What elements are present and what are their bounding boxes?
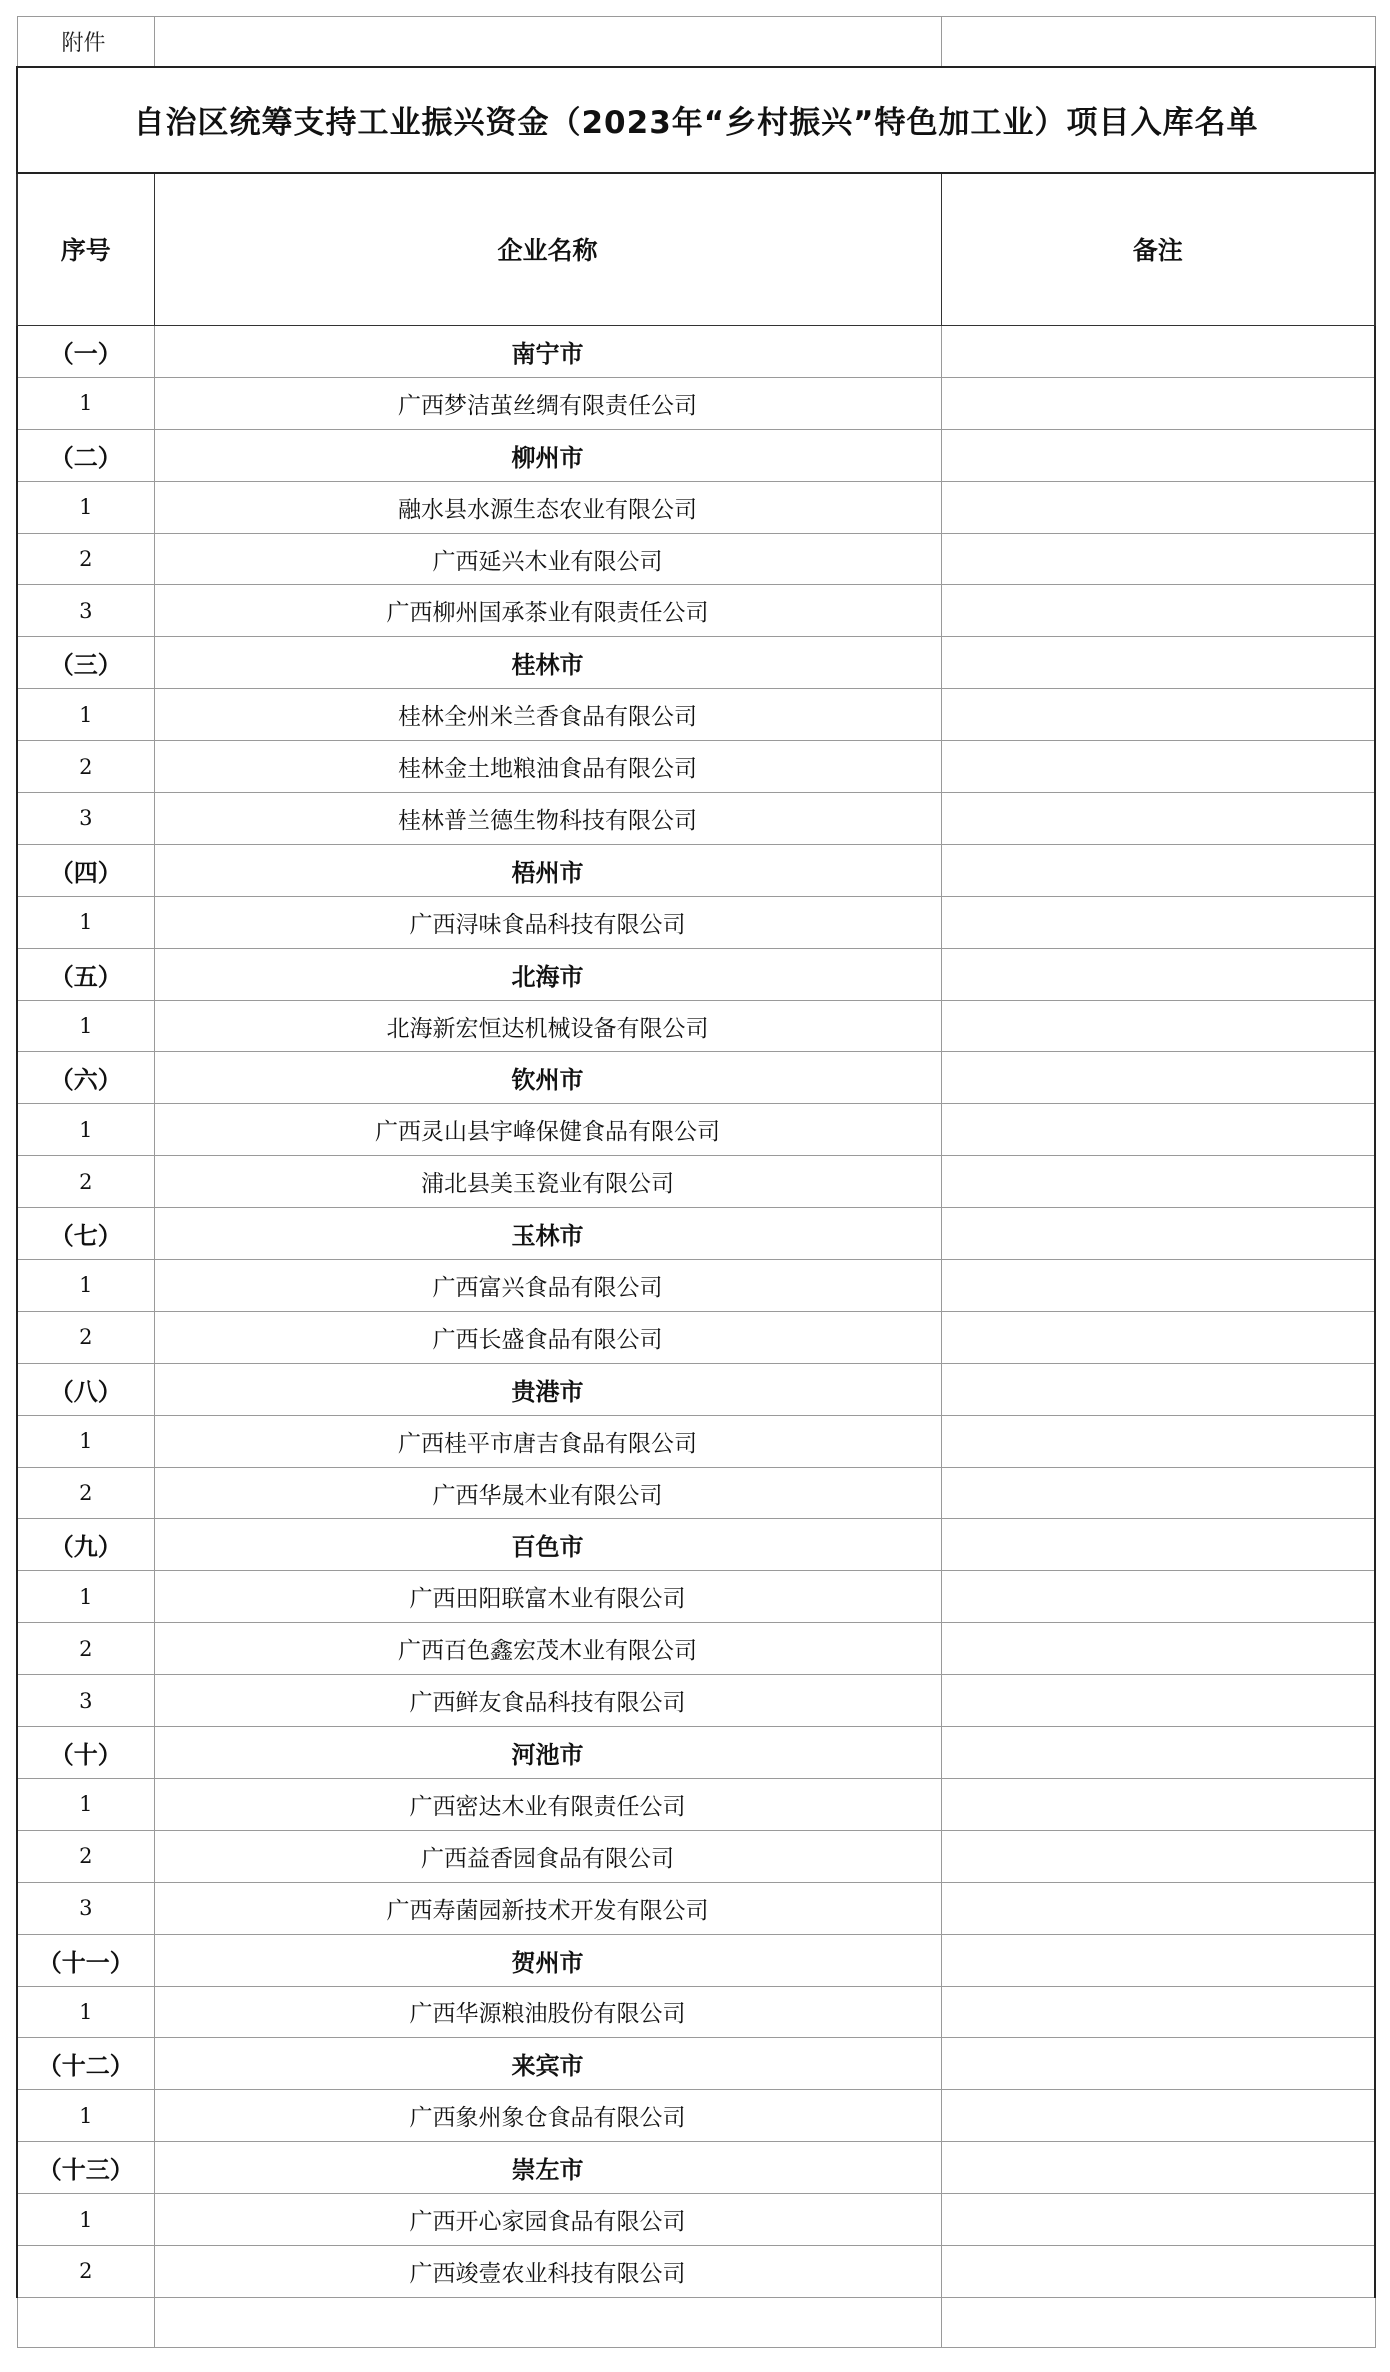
company-remark (941, 1104, 1375, 1156)
company-seq: 2 (17, 1830, 154, 1882)
group-city: 钦州市 (154, 1052, 941, 1104)
group-city: 河池市 (154, 1727, 941, 1779)
company-remark (941, 1882, 1375, 1934)
group-city: 玉林市 (154, 1208, 941, 1260)
company-row (17, 1882, 1375, 1934)
company-row (17, 1778, 1375, 1830)
company-name: 广西密达木业有限责任公司 (154, 1778, 941, 1830)
group-city: 来宾市 (154, 2038, 941, 2090)
empty-cell (154, 2297, 941, 2347)
company-remark (941, 1571, 1375, 1623)
group-seq: （六） (17, 1052, 154, 1104)
city-group-row (17, 948, 1375, 1000)
company-row (17, 1467, 1375, 1519)
company-name: 广西华晟木业有限公司 (154, 1467, 941, 1519)
group-seq: （二） (17, 429, 154, 481)
company-name: 广西浔味食品科技有限公司 (154, 896, 941, 948)
company-row (17, 533, 1375, 585)
attachment-row (17, 17, 1375, 67)
city-group-row (17, 1208, 1375, 1260)
city-group-row (17, 1052, 1375, 1104)
company-name: 桂林金土地粮油食品有限公司 (154, 741, 941, 793)
company-name: 广西竣壹农业科技有限公司 (154, 2245, 941, 2297)
group-seq: （五） (17, 948, 154, 1000)
company-name: 广西桂平市唐吉食品有限公司 (154, 1415, 941, 1467)
city-group-row (17, 1934, 1375, 1986)
group-remark (941, 948, 1375, 1000)
document-title: 自治区统筹支持工业振兴资金（2023年“乡村振兴”特色加工业）项目入库名单 (17, 67, 1375, 173)
company-seq: 3 (17, 793, 154, 845)
company-seq: 1 (17, 689, 154, 741)
company-seq: 2 (17, 1311, 154, 1363)
company-row (17, 585, 1375, 637)
company-name: 浦北县美玉瓷业有限公司 (154, 1156, 941, 1208)
group-remark (941, 2038, 1375, 2090)
company-remark (941, 1311, 1375, 1363)
company-remark (941, 1675, 1375, 1727)
company-remark (941, 1260, 1375, 1312)
company-name: 广西益香园食品有限公司 (154, 1830, 941, 1882)
company-seq: 1 (17, 1260, 154, 1312)
group-remark (941, 1208, 1375, 1260)
company-seq: 1 (17, 2194, 154, 2246)
company-seq: 3 (17, 1675, 154, 1727)
group-city: 百色市 (154, 1519, 941, 1571)
company-seq: 1 (17, 1415, 154, 1467)
company-remark (941, 689, 1375, 741)
group-remark (941, 326, 1375, 378)
company-seq: 1 (17, 1104, 154, 1156)
company-row (17, 2090, 1375, 2142)
company-row (17, 2245, 1375, 2297)
company-row (17, 1830, 1375, 1882)
project-list-table (16, 16, 1376, 2348)
city-group-row (17, 326, 1375, 378)
company-remark (941, 1623, 1375, 1675)
company-row (17, 377, 1375, 429)
company-seq: 2 (17, 1623, 154, 1675)
company-seq: 2 (17, 1156, 154, 1208)
group-city: 梧州市 (154, 844, 941, 896)
city-group-row (17, 429, 1375, 481)
company-remark (941, 896, 1375, 948)
company-remark (941, 1986, 1375, 2038)
company-row (17, 741, 1375, 793)
company-name: 广西华源粮油股份有限公司 (154, 1986, 941, 2038)
group-remark (941, 1363, 1375, 1415)
empty-cell (941, 17, 1375, 67)
city-group-row (17, 1363, 1375, 1415)
attachment-label: 附件 (17, 17, 154, 67)
company-name: 广西百色鑫宏茂木业有限公司 (154, 1623, 941, 1675)
group-seq: （十） (17, 1727, 154, 1779)
group-city: 北海市 (154, 948, 941, 1000)
group-seq: （三） (17, 637, 154, 689)
empty-cell (154, 17, 941, 67)
company-row (17, 1104, 1375, 1156)
header-remark: 备注 (941, 173, 1375, 326)
group-city: 贵港市 (154, 1363, 941, 1415)
company-row (17, 481, 1375, 533)
company-remark (941, 377, 1375, 429)
company-row (17, 1260, 1375, 1312)
group-seq: （九） (17, 1519, 154, 1571)
company-name: 广西象州象仓食品有限公司 (154, 2090, 941, 2142)
company-row (17, 1156, 1375, 1208)
empty-row (17, 2297, 1375, 2347)
group-remark (941, 429, 1375, 481)
group-seq: （十二） (17, 2038, 154, 2090)
group-city: 贺州市 (154, 1934, 941, 1986)
group-city: 柳州市 (154, 429, 941, 481)
group-remark (941, 1934, 1375, 1986)
group-seq: （一） (17, 326, 154, 378)
company-row (17, 2194, 1375, 2246)
company-remark (941, 2194, 1375, 2246)
company-name: 广西富兴食品有限公司 (154, 1260, 941, 1312)
company-name: 广西鲜友食品科技有限公司 (154, 1675, 941, 1727)
company-remark (941, 1467, 1375, 1519)
group-city: 南宁市 (154, 326, 941, 378)
company-name: 北海新宏恒达机械设备有限公司 (154, 1000, 941, 1052)
company-remark (941, 1778, 1375, 1830)
company-remark (941, 741, 1375, 793)
company-name: 广西柳州国承茶业有限责任公司 (154, 585, 941, 637)
company-seq: 2 (17, 1467, 154, 1519)
company-seq: 1 (17, 377, 154, 429)
company-row (17, 896, 1375, 948)
header-row (17, 173, 1375, 326)
company-remark (941, 1830, 1375, 1882)
title-row (17, 67, 1375, 173)
group-city: 桂林市 (154, 637, 941, 689)
group-city: 崇左市 (154, 2142, 941, 2194)
empty-cell (17, 2297, 154, 2347)
group-remark (941, 1519, 1375, 1571)
company-row (17, 1675, 1375, 1727)
company-name: 广西寿菌园新技术开发有限公司 (154, 1882, 941, 1934)
company-seq: 1 (17, 1000, 154, 1052)
company-seq: 1 (17, 1778, 154, 1830)
company-remark (941, 1415, 1375, 1467)
company-remark (941, 1000, 1375, 1052)
company-remark (941, 585, 1375, 637)
company-row (17, 1986, 1375, 2038)
group-remark (941, 2142, 1375, 2194)
company-seq: 1 (17, 481, 154, 533)
company-remark (941, 2245, 1375, 2297)
company-name: 广西长盛食品有限公司 (154, 1311, 941, 1363)
city-group-row (17, 1727, 1375, 1779)
company-seq: 1 (17, 896, 154, 948)
city-group-row (17, 844, 1375, 896)
company-remark (941, 481, 1375, 533)
city-group-row (17, 2038, 1375, 2090)
group-remark (941, 844, 1375, 896)
city-group-row (17, 1519, 1375, 1571)
group-seq: （十三） (17, 2142, 154, 2194)
company-remark (941, 793, 1375, 845)
company-row (17, 1415, 1375, 1467)
company-name: 广西延兴木业有限公司 (154, 533, 941, 585)
company-name: 广西梦洁茧丝绸有限责任公司 (154, 377, 941, 429)
company-name: 广西田阳联富木业有限公司 (154, 1571, 941, 1623)
company-seq: 1 (17, 1986, 154, 2038)
group-seq: （四） (17, 844, 154, 896)
group-seq: （七） (17, 1208, 154, 1260)
city-group-row (17, 2142, 1375, 2194)
company-row (17, 1311, 1375, 1363)
company-name: 融水县水源生态农业有限公司 (154, 481, 941, 533)
company-row (17, 689, 1375, 741)
company-seq: 2 (17, 741, 154, 793)
company-name: 桂林普兰德生物科技有限公司 (154, 793, 941, 845)
company-seq: 3 (17, 585, 154, 637)
company-name: 桂林全州米兰香食品有限公司 (154, 689, 941, 741)
company-remark (941, 533, 1375, 585)
company-seq: 1 (17, 2090, 154, 2142)
company-row (17, 1000, 1375, 1052)
company-row (17, 1571, 1375, 1623)
company-seq: 1 (17, 1571, 154, 1623)
company-row (17, 793, 1375, 845)
company-remark (941, 1156, 1375, 1208)
company-seq: 3 (17, 1882, 154, 1934)
empty-cell (941, 2297, 1375, 2347)
company-name: 广西灵山县宇峰保健食品有限公司 (154, 1104, 941, 1156)
group-seq: （八） (17, 1363, 154, 1415)
header-company: 企业名称 (154, 173, 941, 326)
group-remark (941, 637, 1375, 689)
city-group-row (17, 637, 1375, 689)
company-seq: 2 (17, 2245, 154, 2297)
group-remark (941, 1727, 1375, 1779)
group-seq: （十一） (17, 1934, 154, 1986)
company-seq: 2 (17, 533, 154, 585)
company-name: 广西开心家园食品有限公司 (154, 2194, 941, 2246)
group-remark (941, 1052, 1375, 1104)
company-remark (941, 2090, 1375, 2142)
company-row (17, 1623, 1375, 1675)
header-seq: 序号 (17, 173, 154, 326)
